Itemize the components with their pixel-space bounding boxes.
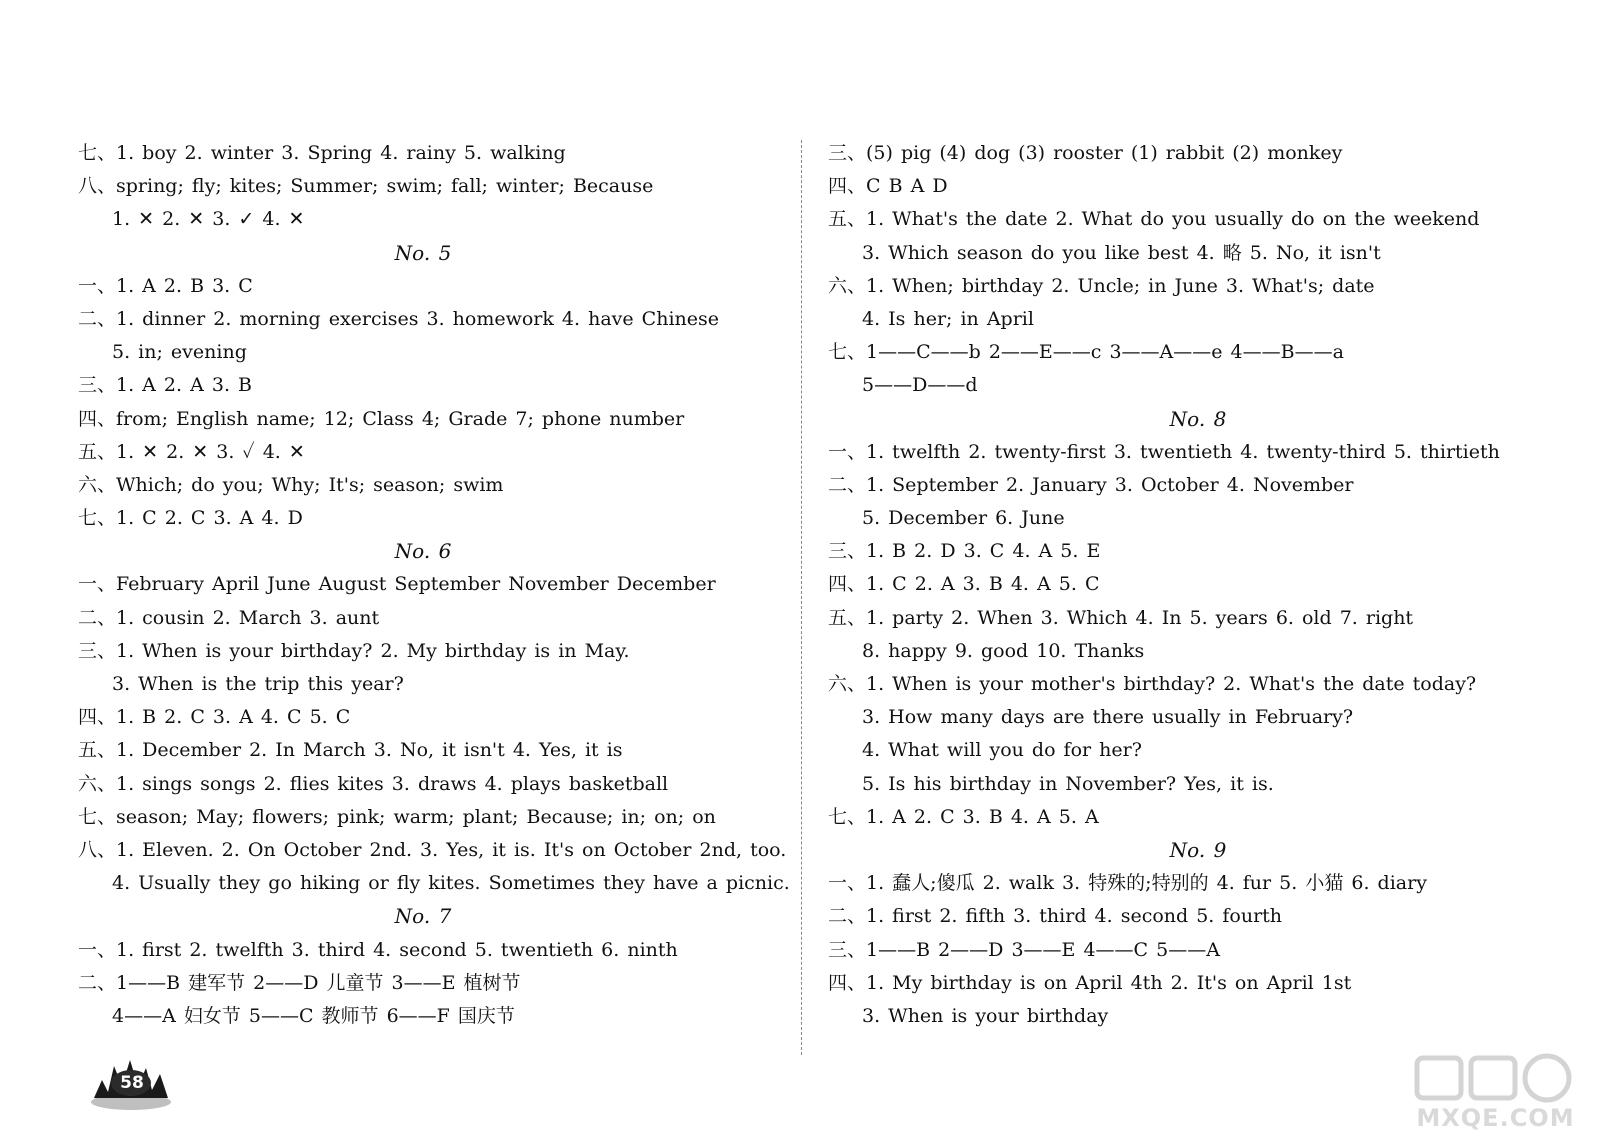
right-answer-column — [828, 137, 1568, 1033]
answer-line: 5. Is his birthday in November? Yes, it is. — [862, 772, 1274, 795]
answer-line: 四、1. C 2. A 3. B 4. A 5. C — [828, 573, 1100, 596]
answer-line: 5——D——d — [862, 374, 978, 397]
watermark — [1383, 1052, 1588, 1140]
answer-line: 3. When is your birthday — [862, 1004, 1109, 1027]
answer-line: 五、1. ✕ 2. ✕ 3. ✓ 4. ✕ — [78, 440, 305, 463]
answer-line: 一、February April June August September November December — [78, 573, 716, 596]
column-divider — [801, 140, 802, 1055]
answer-line: 二、1. first 2. fifth 3. third 4. second 5. fourth — [828, 905, 1283, 928]
answer-line: 二、1. cousin 2. March 3. aunt — [78, 606, 380, 629]
answer-line: 四、1. B 2. C 3. A 4. C 5. C — [78, 706, 351, 729]
answer-line: 三、1——B 2——D 3——E 4——C 5——A — [828, 938, 1220, 961]
answer-line: 一、1. first 2. twelfth 3. third 4. second 5. twentieth 6. ninth — [78, 938, 678, 961]
answer-line: 四、1. My birthday is on April 4th 2. It's on April 1st — [828, 971, 1352, 994]
page-number-badge — [88, 1052, 174, 1112]
answer-line: 五、1. December 2. In March 3. No, it isn't 4. Yes, it is — [78, 739, 623, 762]
answer-line: 八、spring; fly; kites; Summer; swim; fall; winter; Because — [78, 175, 654, 198]
answer-line: 4. What will you do for her? — [862, 739, 1142, 762]
answer-line: 八、1. Eleven. 2. On October 2nd. 3. Yes, it is. It's on October 2nd, too. — [78, 838, 787, 861]
answer-line: 三、1. When is your birthday? 2. My birthday is in May. — [78, 639, 630, 662]
section-heading: No. 6 — [394, 539, 452, 564]
section-heading: No. 5 — [394, 240, 452, 265]
answer-line: 1. ✕ 2. ✕ 3. ✓ 4. ✕ — [112, 208, 305, 231]
answer-line: 4. Usually they go hiking or fly kites. Sometimes they have a picnic. — [112, 872, 790, 895]
answer-line: 五、1. What's the date 2. What do you usually do on the weekend — [828, 208, 1480, 231]
answer-line: 3. When is the trip this year? — [112, 673, 404, 695]
answer-line: 4. Is her; in April — [862, 307, 1034, 330]
answer-line: 三、(5) pig (4) dog (3) rooster (1) rabbit (2) monkey — [828, 142, 1343, 164]
answer-line: 4——A 妇女节 5——C 教师节 6——F 国庆节 — [112, 1004, 515, 1027]
answer-line: 一、1. 蠢人;傻瓜 2. walk 3. 特殊的;特别的 4. fur 5. 小猫 6. diary — [828, 872, 1427, 895]
page-number: 58 — [120, 1073, 144, 1093]
section-heading: No. 7 — [394, 904, 452, 929]
answer-line: 五、1. party 2. When 3. Which 4. In 5. years 6. old 7. right — [828, 606, 1414, 629]
answer-line: 六、Which; do you; Why; It's; season; swim — [78, 473, 504, 496]
answer-line: 七、1. A 2. C 3. B 4. A 5. A — [828, 805, 1099, 828]
answer-line: 七、season; May; flowers; pink; warm; plant; Because; in; on; on — [78, 805, 716, 828]
answer-line: 七、1. boy 2. winter 3. Spring 4. rainy 5. walking — [78, 142, 566, 164]
answer-line: 8. happy 9. good 10. Thanks — [862, 639, 1145, 662]
answer-line: 二、1. September 2. January 3. October 4. November — [828, 473, 1354, 496]
answer-line: 5. in; evening — [112, 341, 247, 364]
answer-line: 六、1. When is your mother's birthday? 2. What's the date today? — [828, 673, 1477, 695]
answer-line: 七、1——C——b 2——E——c 3——A——e 4——B——a — [828, 341, 1344, 364]
section-heading: No. 8 — [1169, 406, 1227, 431]
answer-line: 三、1. B 2. D 3. C 4. A 5. E — [828, 540, 1101, 563]
answer-line: 三、1. A 2. A 3. B — [78, 374, 252, 397]
answer-line: 四、from; English name; 12; Class 4; Grade 7; phone number — [78, 407, 685, 430]
answer-line: 3. How many days are there usually in February? — [862, 706, 1354, 729]
answer-line: 六、1. sings songs 2. flies kites 3. draws 4. plays basketball — [78, 772, 669, 795]
answer-line: 3. Which season do you like best 4. 略 5. No, it isn't — [862, 241, 1381, 264]
answer-line: 二、1——B 建军节 2——D 儿童节 3——E 植树节 — [78, 971, 521, 994]
watermark-site: MXQE.COM — [1416, 1104, 1575, 1132]
left-answer-column — [78, 137, 790, 1033]
watermark-logo-icon — [1413, 1052, 1573, 1104]
section-heading: No. 9 — [1169, 837, 1227, 862]
answer-line: 一、1. A 2. B 3. C — [78, 274, 253, 297]
answer-line: 5. December 6. June — [862, 507, 1065, 530]
answer-line: 七、1. C 2. C 3. A 4. D — [78, 507, 303, 530]
answer-line: 四、C B A D — [828, 175, 948, 198]
answer-line: 六、1. When; birthday 2. Uncle; in June 3. What's; date — [828, 274, 1375, 297]
answer-line: 一、1. twelfth 2. twenty-first 3. twentieth 4. twenty-third 5. thirtieth — [828, 440, 1500, 463]
answer-line: 二、1. dinner 2. morning exercises 3. homework 4. have Chinese — [78, 307, 720, 330]
